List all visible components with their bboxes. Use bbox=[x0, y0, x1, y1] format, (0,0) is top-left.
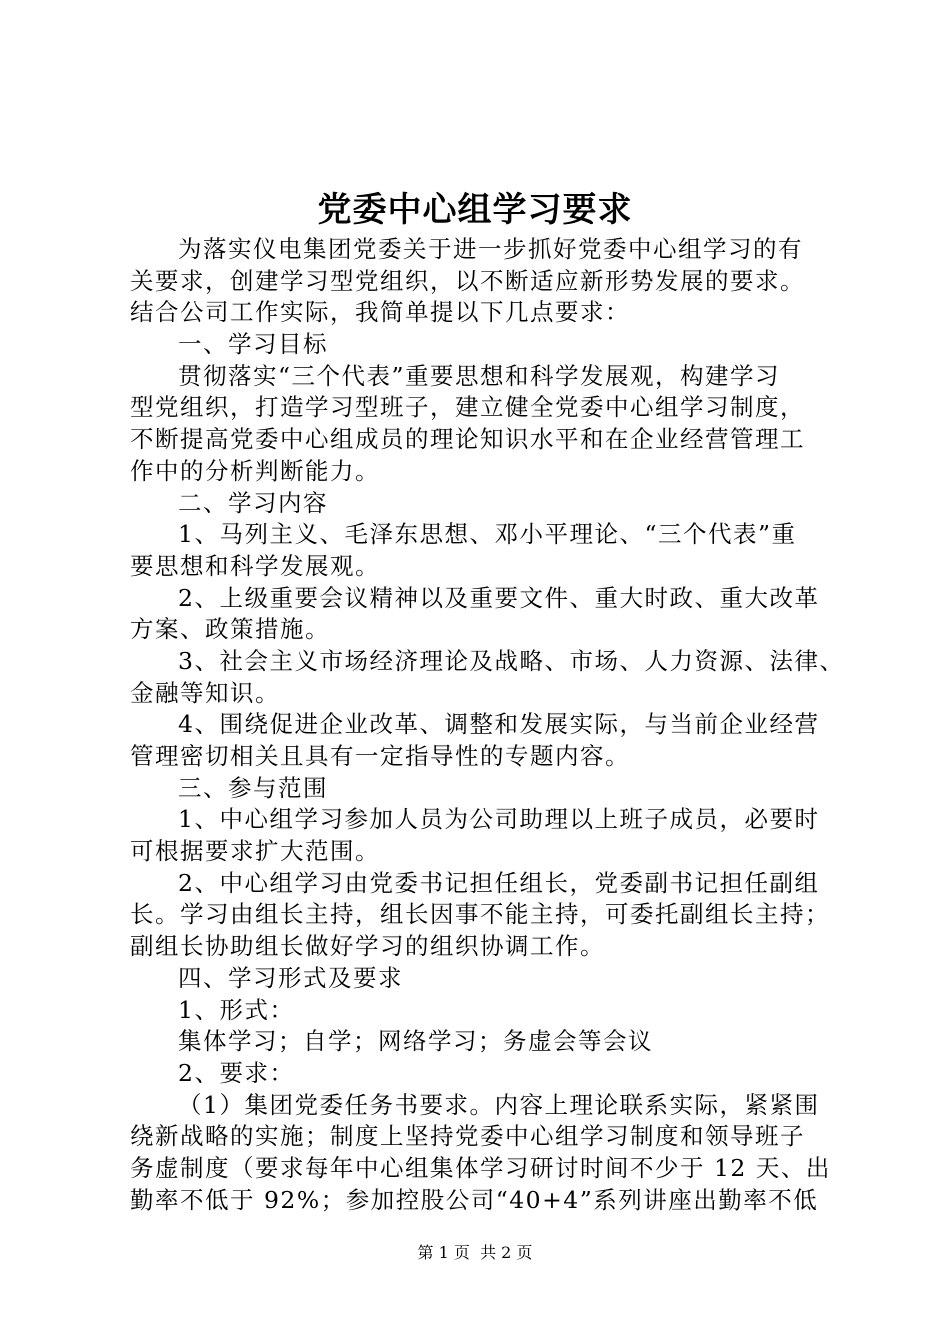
body-line: 方案、政策措施。 bbox=[130, 615, 330, 644]
body-line: 1、马列主义、毛泽东思想、邓小平理论、“三个代表”重 bbox=[178, 520, 797, 549]
body-line: 勤率不低于 92%；参加控股公司“40+4”系列讲座出勤率不低 bbox=[130, 1185, 819, 1214]
document-body bbox=[130, 234, 845, 1216]
body-line: 2、中心组学习由党委书记担任组长，党委副书记担任副组 bbox=[178, 868, 820, 897]
body-line: 结合公司工作实际，我简单提以下几点要求： bbox=[130, 298, 630, 327]
body-line: （1）集团党委任务书要求。内容上理论联系实际，紧紧围 bbox=[178, 1090, 820, 1119]
body-line: 二、学习内容 bbox=[178, 488, 328, 517]
body-line: 四、学习形式及要求 bbox=[178, 963, 403, 992]
body-line: 为落实仪电集团党委关于进一步抓好党委中心组学习的有 bbox=[178, 235, 803, 263]
body-line: 关要求，创建学习型党组织，以不断适应新形势发展的要求。 bbox=[130, 266, 805, 295]
body-line: 作中的分析判断能力。 bbox=[130, 456, 380, 485]
body-line: 三、参与范围 bbox=[178, 773, 328, 802]
document-title: 党委中心组学习要求 bbox=[317, 190, 633, 230]
body-line: 管理密切相关且具有一定指导性的专题内容。 bbox=[130, 742, 630, 770]
body-line: 绕新战略的实施；制度上坚持党委中心组学习制度和领导班子 bbox=[130, 1122, 805, 1151]
body-line: 副组长协助组长做好学习的组织协调工作。 bbox=[130, 932, 605, 961]
body-line: 3、社会主义市场经济理论及战略、市场、人力资源、法律、 bbox=[178, 646, 845, 675]
body-line: 贯彻落实“三个代表”重要思想和科学发展观，构建学习 bbox=[178, 361, 781, 390]
body-line: 2、要求： bbox=[178, 1058, 295, 1087]
body-line: 型党组织，打造学习型班子，建立健全党委中心组学习制度， bbox=[130, 393, 805, 422]
body-line: 1、中心组学习参加人员为公司助理以上班子成员，必要时 bbox=[178, 805, 820, 834]
body-line: 不断提高党委中心组成员的理论知识水平和在企业经营管理工 bbox=[130, 425, 805, 454]
body-line: 务虚制度（要求每年中心组集体学习研讨时间不少于 12 天、出 bbox=[130, 1153, 831, 1182]
body-line: 长。学习由组长主持，组长因事不能主持，可委托副组长主持； bbox=[130, 900, 830, 929]
body-line: 可根据要求扩大范围。 bbox=[130, 837, 380, 866]
body-line: 1、形式： bbox=[178, 995, 295, 1024]
page-footer: 第 1 页 共 2 页 bbox=[417, 1243, 533, 1262]
body-line: 金融等知识。 bbox=[130, 678, 280, 707]
body-line: 要思想和科学发展观。 bbox=[130, 551, 380, 580]
body-line: 集体学习；自学；网络学习；务虚会等会议 bbox=[178, 1027, 653, 1056]
body-line: 一、学习目标 bbox=[178, 330, 328, 359]
body-line: 4、围绕促进企业改革、调整和发展实际，与当前企业经营 bbox=[178, 710, 820, 739]
body-line: 2、上级重要会议精神以及重要文件、重大时政、重大改革 bbox=[178, 583, 820, 612]
